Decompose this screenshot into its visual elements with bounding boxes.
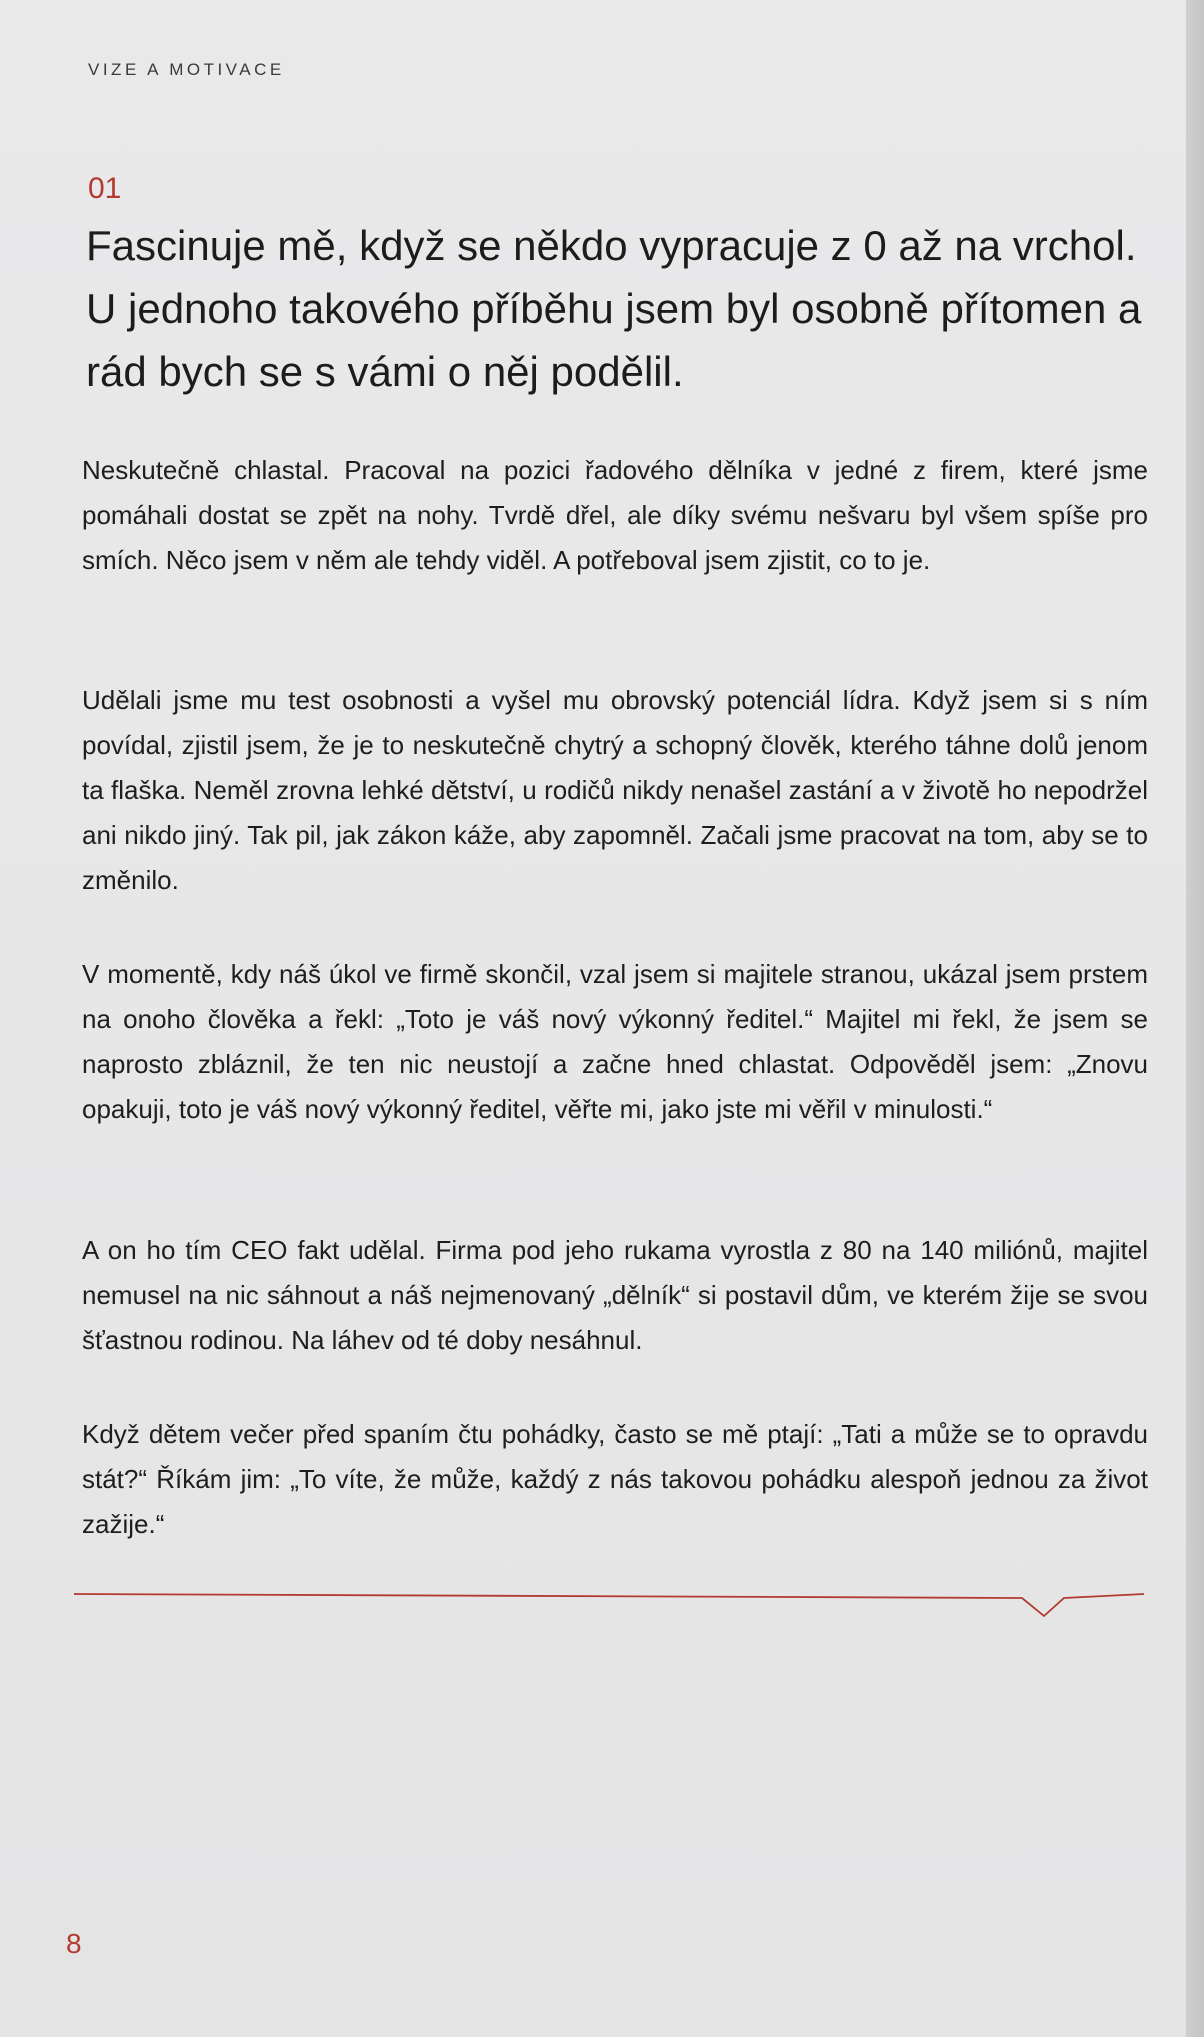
headline: Fascinuje mě, když se někdo vypracuje z 0 až na vrchol. U jednoho takového příběhu jsem byl osobně přítomen a rád bych se s vámi o něj podělil. (86, 222, 1142, 395)
page-edge (1186, 0, 1204, 2037)
paragraph: Neskutečně chlastal. Pracoval na pozici řadového dělníka v jedné z firem, které jsme pomáhali dostat se zpět na nohy. Tvrdě dřel, ale díky svému nešvaru byl všem spíše pro smích. Něco jsem v něm ale tehdy viděl. A potřeboval jsem zjistit, co to je. (82, 455, 1148, 575)
section-divider (74, 1580, 1144, 1620)
paragraph: Udělali jsme mu test osobnosti a vyšel mu obrovský potenciál lídra. Když jsem si s ním povídal, zjistil jsem, že je to neskutečně chytrý a schopný člověk, kterého táhne dolů jenom ta flaška. Neměl zrovna lehké dětství, u rodičů nikdy nenašel zastání a v životě ho nepodržel ani nikdo jiný. Tak pil, jak zákon káže, aby zapomněl. Začali jsme pracovat na tom, aby se to změnilo. (82, 685, 1148, 895)
section-number: 01 (88, 172, 122, 205)
paragraph: V momentě, kdy náš úkol ve firmě skončil, vzal jsem si majitele stranou, ukázal jsem prstem na onoho člověka a řekl: „Toto je váš nový výkonný ředitel.“ Majitel mi řekl, že jsem se naprosto zbláznil, že ten nic neustojí a začne hned chlastat. Odpověděl jsem: „Znovu opakuji, toto je váš nový výkonný ředitel, věřte mi, jako jste mi věřil v minulosti.“ (82, 959, 1148, 1124)
running-head: VIZE A MOTIVACE (88, 60, 285, 79)
page-number: 8 (66, 1928, 82, 1959)
paragraph: A on ho tím CEO fakt udělal. Firma pod jeho rukama vyrostla z 80 na 140 miliónů, majitel nemusel na nic sáhnout a náš nejmenovaný „dělník“ si postavil dům, ve kterém žije se svou šťastnou rodinou. Na láhev od té doby nesáhnul. (82, 1235, 1148, 1355)
paragraph: Když dětem večer před spaním čtu pohádky, často se mě ptají: „Tati a může se to opravdu stát?“ Říkám jim: „To víte, že může, každý z nás takovou pohádku alespoň jednou za život zažije.“ (82, 1419, 1148, 1539)
